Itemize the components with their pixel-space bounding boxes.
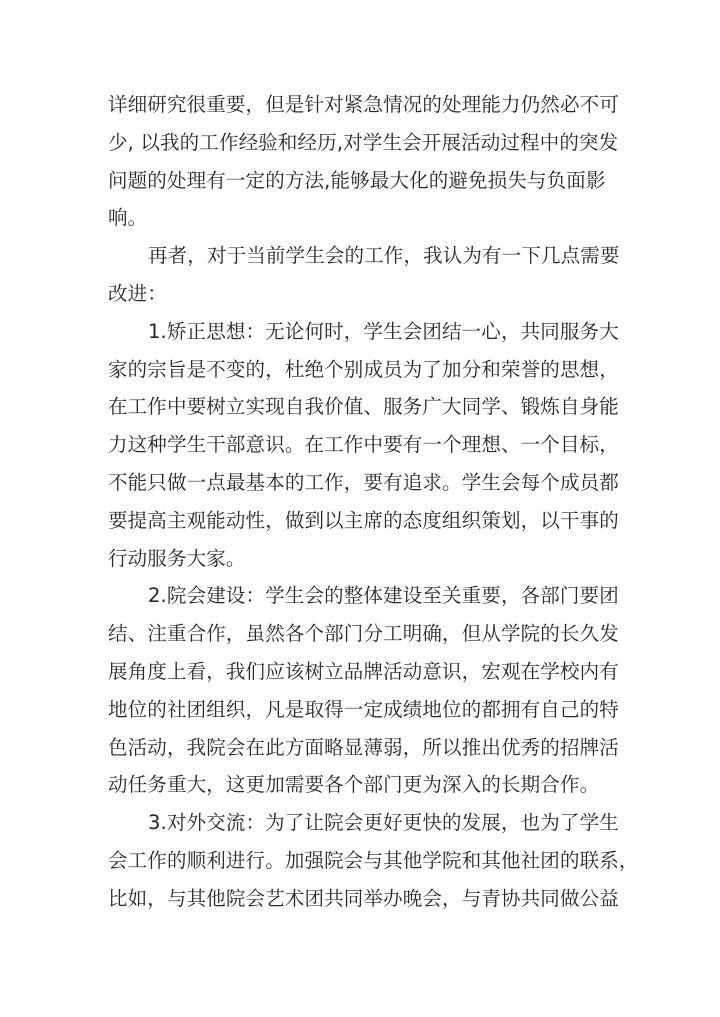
list-item-3-start-line: 3.对外交流：为了让院会更好更快的发展，也为了学生	[148, 811, 619, 835]
text-line: 详细研究很重要，但是针对紧急情况的处理能力仍然必不可	[108, 93, 619, 116]
text-line: 展角度上看，我们应该树立品牌活动意识，宏观在学校内有	[108, 659, 619, 683]
text-line: 在工作中要树立实现自我价值、服务广大同学、锻炼自身能	[108, 395, 619, 419]
body-text	[108, 86, 639, 918]
text-line: 力这种学生干部意识。在工作中要有一个理想、一个目标，	[108, 433, 619, 457]
text-line: 比如，与其他院会艺术团共同举办晚会，与青协共同做公益	[108, 886, 619, 910]
paragraph-start-line: 再者，对于当前学生会的工作，我认为有一下几点需要	[148, 244, 620, 268]
text-line: 行动服务大家。	[108, 546, 246, 570]
text-line: 家的宗旨是不变的，杜绝个别成员为了加分和荣誉的思想，	[108, 357, 619, 381]
text-line: 动任务重大，这更加需要各个部门更为深入的长期合作。	[108, 773, 600, 797]
text-line: 响。	[108, 206, 148, 230]
text-line: 不能只做一点最基本的工作，要有追求。学生会每个成员都	[108, 470, 619, 494]
text-line: 问题的处理有一定的方法,能够最大化的避免损失与负面影	[108, 168, 606, 192]
text-line: 结、注重合作，虽然各个部门分工明确，但从学院的长久发	[108, 622, 619, 646]
text-line: 地位的社团组织，凡是取得一定成绩地位的都拥有自己的特	[108, 697, 619, 721]
text-line: 会工作的顺利进行。加强院会与其他学院和其他社团的联系，	[108, 848, 639, 872]
text-line: 少, 以我的工作经验和经历,对学生会开展活动过程中的突发	[108, 130, 619, 154]
list-item-2-start-line: 2.院会建设：学生会的整体建设至关重要，各部门要团	[148, 584, 619, 608]
text-line: 要提高主观能动性，做到以主席的态度组织策划，以干事的	[108, 508, 619, 532]
list-item-1-start-line: 1.矫正思想：无论何时，学生会团结一心，共同服务大	[148, 319, 619, 343]
text-line: 改进：	[108, 281, 167, 305]
text-line: 色活动，我院会在此方面略显薄弱，所以推出优秀的招牌活	[108, 735, 619, 759]
